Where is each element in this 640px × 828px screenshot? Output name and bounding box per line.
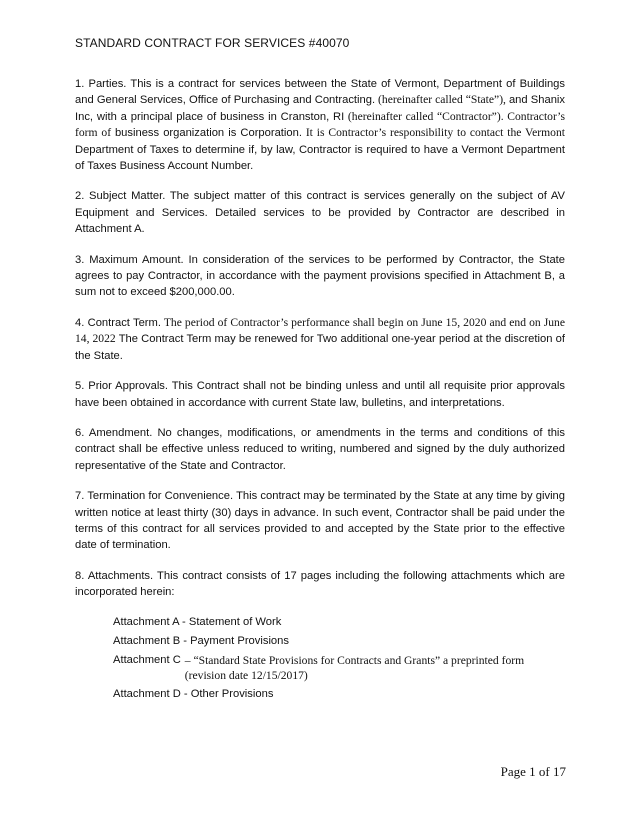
paragraph-prior-approvals: 5. Prior Approvals. This Contract shall not be binding unless and until all requisite prior approvals have been obtained in accordance with current State law, bulletins, and interpretations. [75,380,565,409]
attachment-item [113,615,565,630]
parties-text-d: (hereinafter called “Contractor”). Contractor’s form of [75,109,565,140]
attachment-item [113,634,565,649]
parties-text-a: 1. Parties. This is a contract for services between the State of Vermont, Department of Buildings and General Services, Office of Purchasing and Contracting. [75,78,565,107]
attachment-a-label: Attachment A - Statement of Work [113,615,282,628]
paragraph-termination: 7. Termination for Convenience. This contract may be terminated by the State at any time by giving written notice at least thirty (30) days in advance. In such event, Contractor shall be paid under the terms of this contract for all services provided to and accepted by the State prior to the effective date of termination. [75,490,565,552]
document-page [75,36,565,706]
parties-text-f: It is Contractor’s responsibility to contact the Vermont [301,126,565,140]
page-number: Page 1 of 17 [500,764,566,779]
paragraph-attachments: 8. Attachments. This contract consists of 17 pages including the following attachments which are incorporated herein: [75,569,565,599]
attachment-item [113,687,565,702]
parties-text-g: Department of Taxes to determine if, by law, Contractor is required to have a Vermont Department of Taxes Business Account Number. [75,143,565,173]
paragraph-amendment: 6. Amendment. No changes, modifications, or amendments in the terms and conditions of this contract shall be effective unless reduced to writing, numbered and signed by the duly authorized representative of the State and Contractor. [75,426,565,472]
attachment-b-label: Attachment B - Payment Provisions [113,634,289,647]
parties-text-c: and Shanix Inc, with a principal place of business in Cranston, RI [75,94,565,123]
paragraph-parties [75,76,565,174]
paragraph-contract-term [75,315,565,364]
attachment-c-description: – “Standard State Provisions for Contracts and Grants” a preprinted form (revision date 12/15/2017) [184,653,525,682]
paragraph-subject-matter: 2. Subject Matter. The subject matter of this contract is services generally on the subject of AV Equipment and Services. Detailed services to be provided by Contractor are described in Attachment A. [75,190,565,236]
contract-term-renewal: The Contract Term may be renewed for Two additional one-year period at the discretion of the State. [75,333,565,362]
contract-term-label: 4. Contract Term. [75,316,161,329]
attachment-d-label: Attachment D - Other Provisions [113,687,274,700]
attachment-item [113,653,565,683]
parties-text-b: (hereinafter called “State”), [375,93,509,107]
parties-text-e: business organization is Corporation. [114,127,302,140]
attachment-c-label: Attachment C [113,653,181,666]
contract-term-period: The period of Contractor’s performance shall begin on June 15, 2020 and end on June 14, 2022 [75,315,566,346]
attachment-list [113,615,565,702]
paragraph-maximum-amount: 3. Maximum Amount. In consideration of the services to be performed by Contractor, the State agrees to pay Contractor, in accordance with the payment provisions specified in Attachment B, a sum not to exceed $200,000.00. [75,253,565,299]
page-title: STANDARD CONTRACT FOR SERVICES #40070 [75,36,350,50]
